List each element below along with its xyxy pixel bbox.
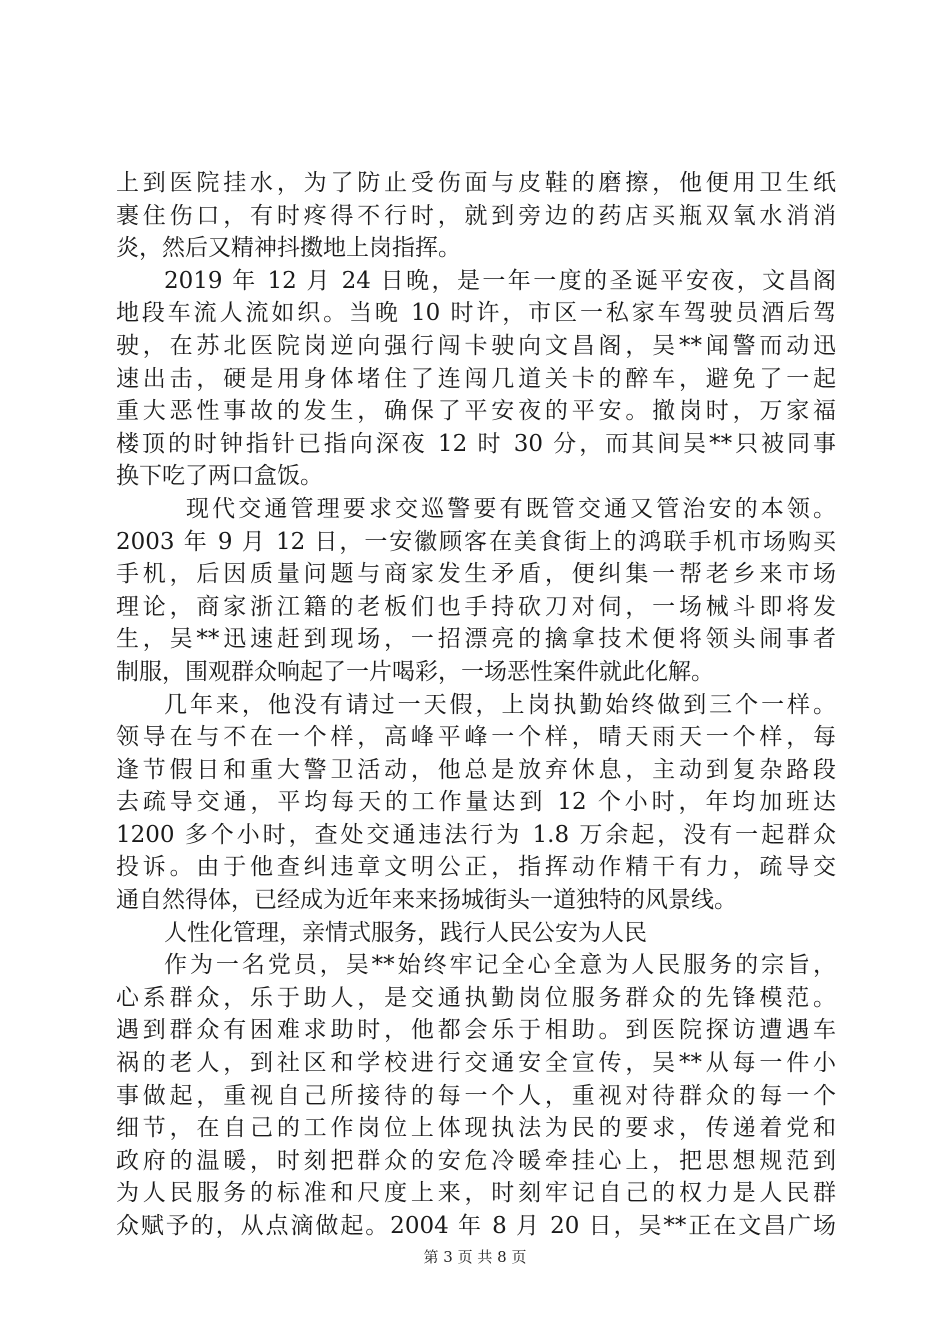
text-line: 众赋予的，从点滴做起。2004 年 8 月 20 日，吴**正在文昌广场 — [116, 1213, 836, 1239]
text-line: 楼顶的时钟指针已指向深夜 12 时 30 分，而其间吴**只被同事 — [116, 430, 836, 457]
text-line: 领导在与不在一个样，高峰平峰一个样，晴天雨天一个样，每 — [116, 724, 836, 751]
text-line: 逢节假日和重大警卫活动，他总是放弃休息，主动到复杂路段 — [116, 756, 836, 783]
text-line: 现代交通管理要求交巡警要有既管交通又管治安的本领。 — [186, 495, 836, 522]
text-line: 事做起，重视自己所接待的每一个人，重视对待群众的每一个 — [116, 1082, 836, 1109]
text-line: 遇到群众有困难求助时，他都会乐于相助。到医院探访遭遇车 — [116, 1017, 836, 1044]
text-line: 炎，然后又精神抖擞地上岗指挥。 — [116, 235, 461, 262]
text-line: 生，吴**迅速赶到现场，一招漂亮的擒拿技术便将领头闹事者 — [116, 626, 836, 653]
text-line: 重大恶性事故的发生，确保了平安夜的平安。撤岗时，万家福 — [116, 398, 836, 425]
document-body — [116, 167, 836, 1243]
text-line: 裹住伤口，有时疼得不行时，就到旁边的药店买瓶双氧水消消 — [116, 202, 836, 229]
text-line: 人性化管理，亲情式服务，践行人民公安为人民 — [164, 919, 647, 946]
text-line: 上到医院挂水，为了防止受伤面与皮鞋的磨擦，他便用卫生纸 — [116, 170, 836, 196]
text-line: 2003 年 9 月 12 日，一安徽顾客在美食街上的鸿联手机市场购买 — [116, 528, 836, 555]
text-line: 几年来，他没有请过一天假，上岗执勤始终做到三个一样。 — [164, 691, 836, 718]
text-line: 心系群众，乐于助人，是交通执勤岗位服务群众的先锋模范。 — [116, 984, 836, 1011]
text-line: 手机，后因质量问题与商家发生矛盾，便纠集一帮老乡来市场 — [116, 561, 836, 588]
text-line: 制服，围观群众响起了一片喝彩，一场恶性案件就此化解。 — [116, 658, 714, 685]
text-line: 祸的老人，到社区和学校进行交通安全宣传，吴**从每一件小 — [116, 1050, 836, 1077]
text-line: 速出击，硬是用身体堵住了连闯几道关卡的醉车，避免了一起 — [116, 365, 836, 392]
text-line: 地段车流人流如织。当晚 10 时许，市区一私家车驾驶员酒后驾 — [116, 300, 836, 327]
page-footer: 第 3 页 共 8 页 — [423, 1248, 527, 1266]
text-line: 2019 年 12 月 24 日晚，是一年一度的圣诞平安夜，文昌阁 — [164, 267, 836, 294]
text-line: 1200 多个小时，查处交通违法行为 1.8 万余起，没有一起群众 — [116, 821, 836, 848]
text-line: 去疏导交通，平均每天的工作量达到 12 个小时，年均加班达 — [116, 789, 836, 816]
text-line: 细节，在自己的工作岗位上体现执法为民的要求，传递着党和 — [116, 1115, 836, 1142]
text-line: 投诉。由于他查纠违章文明公正，指挥动作精干有力，疏导交 — [116, 854, 836, 881]
text-line: 为人民服务的标准和尺度上来，时刻牢记自己的权力是人民群 — [116, 1180, 836, 1207]
text-line: 换下吃了两口盒饭。 — [116, 463, 323, 490]
text-line: 通自然得体，已经成为近年来来扬城街头一道独特的风景线。 — [116, 887, 737, 914]
text-line: 作为一名党员，吴**始终牢记全心全意为人民服务的宗旨， — [164, 952, 836, 979]
text-line: 理论，商家浙江籍的老板们也手持砍刀对伺，一场械斗即将发 — [116, 593, 836, 620]
text-line: 驶，在苏北医院岗逆向强行闯卡驶向文昌阁，吴**闻警而动迅 — [116, 332, 836, 359]
text-line: 政府的温暖，时刻把群众的安危冷暖牵挂心上，把思想规范到 — [116, 1147, 836, 1174]
